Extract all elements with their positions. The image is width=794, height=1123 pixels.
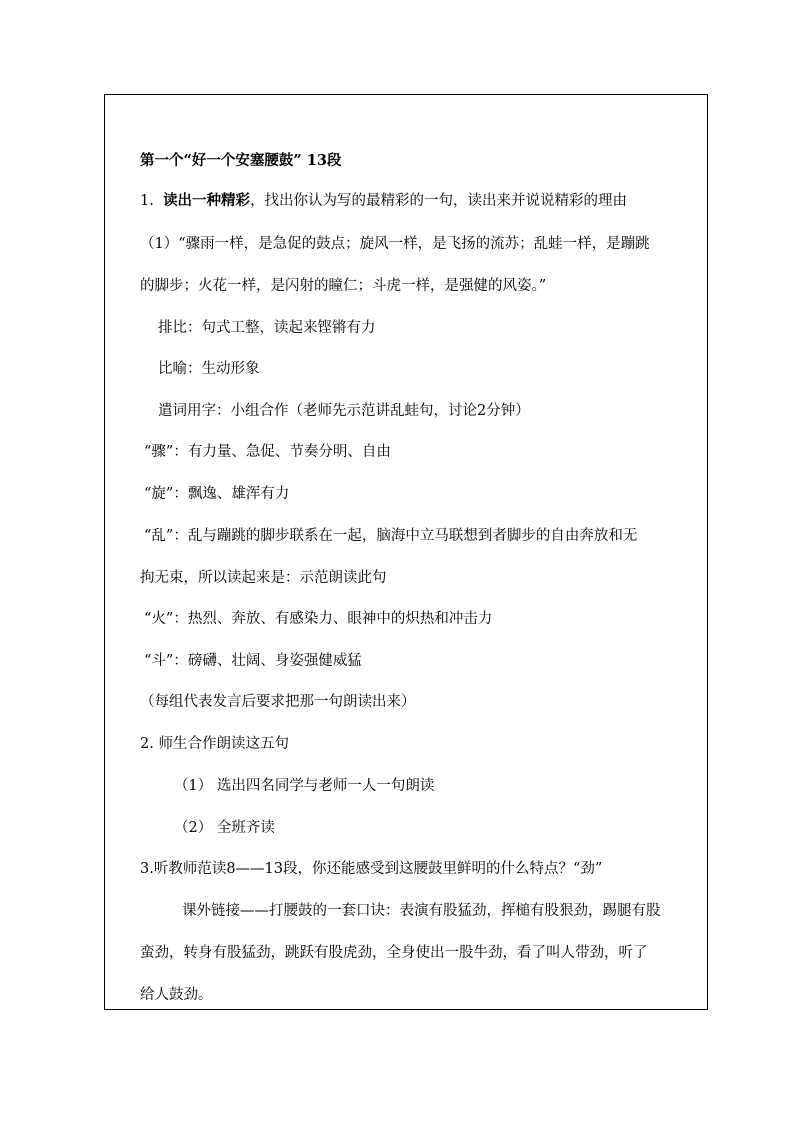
extension-line-1: 课外链接——打腰鼓的一套口诀：表演有股猛劲，挥槌有股狠劲，踢腿有股: [182, 903, 661, 919]
parallelism-note: 排比：句式工整，读起来铿锵有力: [158, 320, 376, 336]
luan-analysis-line-1: “乱”：乱与蹦跳的脚步联系在一起，脑海中立马联想到者脚步的自由奔放和无: [144, 528, 638, 544]
dou-analysis: “斗”：磅礴、壮阔、身姿强健威猛: [144, 653, 362, 669]
zhou-analysis: “骤”：有力量、急促、节奏分明、自由: [144, 444, 391, 460]
item-2: 2. 师生合作朗读这五句: [140, 736, 289, 752]
item-1-rest: ，找出你认为写的最精彩的一句，读出来并说说精彩的理由: [250, 193, 628, 209]
item-1-number: 1.: [140, 193, 154, 209]
xuan-analysis: “旋”：飘逸、雄浑有力: [144, 486, 290, 502]
quote-line-2: 的脚步；火花一样，是闪射的瞳仁；斗虎一样，是强健的风姿。”: [140, 278, 547, 294]
group-note: （每组代表发言后要求把那一句朗读出来）: [140, 694, 416, 710]
huo-analysis: “火”：热烈、奔放、有感染力、眼神中的炽热和冲击力: [144, 611, 493, 627]
luan-analysis-line-2: 拘无束，所以读起来是：示范朗读此句: [140, 570, 387, 586]
item-2-sub-1: （1） 选出四名同学与老师一人一句朗读: [174, 778, 435, 794]
section-heading: 第一个“好一个安塞腰鼓” 13段: [140, 152, 342, 169]
word-choice-note: 遣词用字：小组合作（老师先示范讲乱蛙句，讨论2分钟）: [158, 403, 530, 419]
extension-line-2: 蛮劲，转身有股猛劲，跳跃有股虎劲，全身使出一股牛劲，看了叫人带劲，听了: [140, 945, 648, 961]
item-1: [140, 191, 627, 211]
item-3: 3.听教师范读8——13段，你还能感受到这腰鼓里鲜明的什么特点？“劲”: [140, 861, 603, 877]
item-2-sub-2: （2） 全班齐读: [174, 820, 275, 836]
quote-line-1: （1）“骤雨一样，是急促的鼓点；旋风一样，是飞扬的流苏；乱蛙一样，是蹦跳: [140, 236, 650, 252]
extension-line-3: 给人鼓劲。: [140, 987, 213, 1003]
simile-note: 比喻：生动形象: [158, 361, 260, 377]
item-1-lead: 读出一种精彩: [163, 192, 251, 209]
